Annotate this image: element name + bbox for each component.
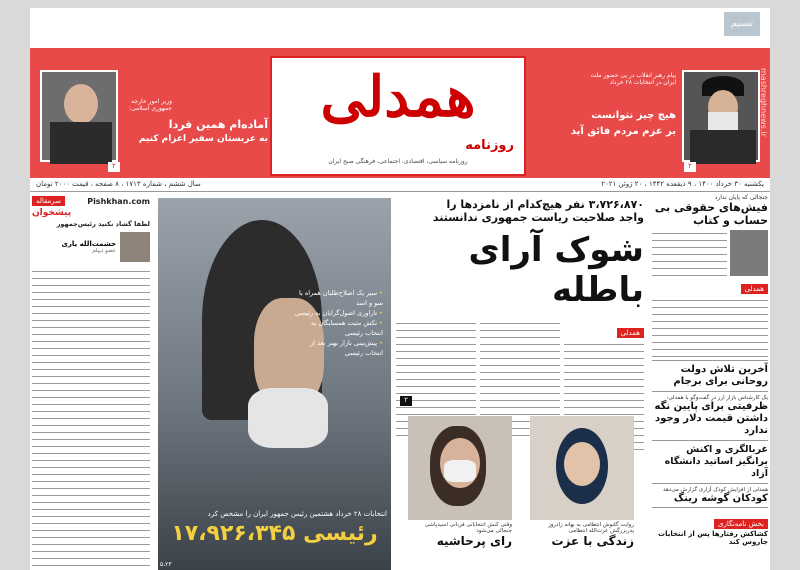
section-tag: سرمقاله: [32, 196, 65, 206]
story1-body: [652, 230, 727, 276]
author-avatar: [120, 232, 150, 262]
author-kicker: لطفا گشاد نکنید رئیس‌جمهور: [56, 220, 150, 228]
left-headline-2: به عربستان سفیر اعزام کنیم: [138, 134, 268, 144]
newspaper-logo: همدلی: [320, 64, 476, 130]
thumb-photo-b: [408, 416, 512, 520]
right-headline-2: بر عزم مردم فائق آید: [570, 126, 676, 137]
dateline: [30, 180, 770, 192]
lead-bullets: [293, 288, 383, 358]
dateline-left: سال ششم ، شماره ۱۷۱۳ ، ۸ صفحه ، قیمت ۲۰۰۰ تومان: [36, 180, 201, 188]
right-column: [652, 194, 768, 546]
story1-body-more: [652, 297, 768, 357]
editorial-body: [32, 268, 150, 568]
bullet-item: • تاراوری اصول‌گرایان به رئیسی: [293, 308, 383, 318]
watermark-logo: تسنیم: [724, 12, 760, 36]
thumb-b-kicker: وقتی کنش انتخاباتی قربانی اسیدپاشی جنجالی می‌شود: [424, 522, 512, 534]
lead-photo: [158, 198, 391, 570]
story4-headline: غربالگری و اکنش برانگیز اساتید دانشگاه آزاد: [664, 444, 768, 479]
right-page-badge: ۲: [684, 162, 696, 172]
story1-photo: [730, 230, 768, 276]
story5-headline: کودکان گوشه رینگ: [673, 493, 768, 504]
vote-count-number: ۱۷،۹۲۶،۳۴۵: [171, 521, 296, 546]
story1-headline: فیش‌های حقوقی بی حساب و کتاب: [654, 201, 768, 227]
thumb-photo-a: [530, 416, 634, 520]
vertical-watermark: mashreghnews.ir: [759, 68, 768, 137]
left-column: [32, 194, 150, 570]
lead-photo-caption: انتخابات ۲۸ خرداد هشتمین رئیس جمهور ایران را مشخص کرد: [207, 510, 387, 518]
logo-box: [270, 56, 526, 176]
lead-tag: همدلی: [617, 328, 644, 338]
bullet-item: • پیش‌بینی بازار بهتر بعد از انتخاب رئیسی: [293, 338, 383, 358]
story3-headline: ظرفیتی برای پایین نگه داشتن قیمت دلار وجود ندارد: [654, 401, 768, 436]
lead-kicker-1: ۳،۷۲۶،۸۷۰ نفر هیچ‌کدام از نامزدها را: [446, 198, 644, 211]
author-role: عضو دیپلم: [92, 248, 116, 254]
lead-story: [396, 198, 644, 451]
leader-photo: [682, 70, 760, 162]
bullet-item: • تکش مثبت همسایگان به انتخاب رئیسی: [293, 318, 383, 338]
right-kicker: پیام رهبر انقلاب در پی حضور ملت ایران در انتخابات ۲۸ خرداد: [590, 72, 676, 86]
thumb-a-kicker: روایت گلنوش انتظامی به بهانه زادروز پدربزرگش عزت‌الله انتظامی: [548, 522, 634, 534]
left-headline-1: آماده‌ام همین فردا: [168, 118, 268, 131]
right-kicker: جنجالی که پایان ندارد: [714, 194, 768, 201]
story6-headline: کشاکش رفتارها پس از انتخابات جاروس کند: [658, 530, 768, 546]
thumb-a-text: [530, 522, 634, 548]
bullet-item: • سیر یک اصلاح‌طلبان همراه با سو و اسد: [293, 288, 383, 308]
story2-headline: آخرین تلاش دولت روحانی برای برجام: [673, 364, 768, 387]
right-headline-1: هیچ چیز نتوانست: [591, 110, 676, 121]
logo-tagline: روزنامه سیاسی، اقتصادی، اجتماعی، فرهنگی صبح ایران: [328, 158, 468, 165]
vote-count: [158, 521, 391, 546]
brand-latin: Pishkhan.com: [87, 196, 150, 206]
thumb-a-headline: زندگی با عزت: [551, 534, 634, 548]
story3-kicker: یک کارشناس بازار ارز در گفت‌وگو با همدلی:: [666, 395, 768, 401]
thumb-b-headline: رای پرحاشیه: [436, 534, 512, 548]
story6-section: بخش نامه‌نگاری: [714, 519, 768, 529]
dateline-right: یکشنبه ۳۰ خرداد ۱۴۰۰ ، ۹ ذیقعده ۱۴۴۲ ، ۲۰ ژوئن ۲۰۲۱: [601, 180, 764, 188]
author-name: حشمت‌الله یاری: [61, 240, 116, 248]
masthead: [30, 48, 770, 178]
foreign-minister-photo: [40, 70, 118, 162]
vote-count-label: رئیسی: [303, 521, 378, 546]
lead-page-badge: ۲: [400, 396, 412, 406]
newspaper-page: [30, 8, 770, 570]
story5-kicker: همدلی از افزایش کودک آزاری گزارش می‌دهد: [663, 487, 768, 493]
left-kicker: وزیر امور خارجه جمهوری اسلامی:: [128, 98, 172, 112]
left-page-badge: ۲: [108, 162, 120, 172]
brand-logo: پیشخوان: [32, 208, 72, 218]
lead-headline: شوک آرای باطله: [468, 230, 644, 310]
story1-tag: همدلی: [741, 284, 768, 294]
corner-code: ۵،۲۳: [160, 561, 172, 568]
thumb-b-text: [408, 522, 512, 548]
lead-kicker-2: واجد صلاحیت ریاست جمهوری ندانستند: [432, 211, 644, 224]
logo-sub: روزنامه: [465, 138, 514, 153]
